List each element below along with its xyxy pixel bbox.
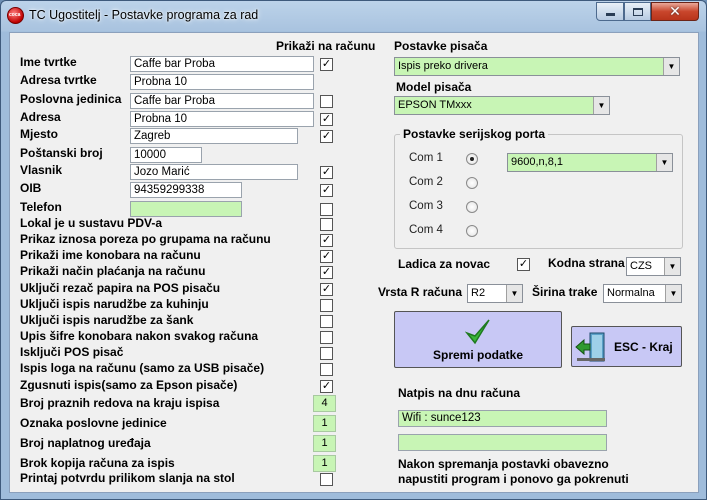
option-checkbox[interactable]: ✓: [321, 266, 332, 278]
serial-port-title: Postavke serijskog porta: [400, 127, 548, 141]
field-label: Vlasnik: [20, 163, 63, 177]
printer-model-select[interactable]: [394, 96, 610, 115]
field-label: Ime tvrtke: [20, 55, 77, 69]
numeric-label: Oznaka poslovne jedinice: [20, 416, 167, 430]
numeric-label: Broj naplatnog uređaja: [20, 436, 151, 450]
field-show-checkbox[interactable]: ✓: [321, 113, 332, 125]
esc-button-label: ESC - Kraj: [614, 339, 673, 354]
field-show-checkbox[interactable]: ✓: [321, 166, 332, 178]
field-input[interactable]: Caffe bar Proba: [130, 93, 314, 109]
option-label: Isključi POS pisač: [20, 345, 124, 359]
field-label: Poslovna jedinica: [20, 92, 122, 106]
esc-exit-button[interactable]: [571, 326, 682, 367]
printer-model-label: Model pisača: [396, 80, 472, 94]
field-input[interactable]: Caffe bar Proba: [130, 56, 314, 72]
numeric-input[interactable]: 1: [313, 435, 336, 452]
exit-door-icon: [574, 330, 608, 364]
field-label: Mjesto: [20, 127, 59, 141]
footer-line-2-input[interactable]: [398, 434, 607, 451]
codepage-value: CZS: [630, 260, 652, 272]
save-button[interactable]: [394, 311, 562, 368]
option-checkbox[interactable]: [320, 299, 333, 312]
com-port-label: Com 1: [409, 152, 443, 164]
field-label: Telefon: [20, 200, 62, 214]
close-button[interactable]: [651, 2, 699, 21]
field-show-checkbox[interactable]: ✓: [321, 58, 332, 70]
codepage-select[interactable]: [626, 257, 681, 276]
print-confirmation-checkbox[interactable]: [320, 473, 333, 486]
com-port-radio[interactable]: [466, 153, 478, 165]
option-checkbox[interactable]: [320, 331, 333, 344]
field-input[interactable]: [130, 201, 242, 217]
field-show-checkbox[interactable]: [320, 95, 333, 108]
chevron-down-icon: ▼: [506, 285, 522, 302]
receipt-type-select[interactable]: [467, 284, 523, 303]
option-checkbox[interactable]: [320, 218, 333, 231]
field-input[interactable]: Zagreb: [130, 128, 298, 144]
app-logo-icon: [7, 7, 24, 24]
numeric-input[interactable]: 1: [313, 455, 336, 472]
minimize-button[interactable]: [596, 2, 624, 21]
com-port-radio[interactable]: [466, 201, 478, 213]
com-port-label: Com 3: [409, 200, 443, 212]
minimize-icon: [606, 13, 615, 16]
maximize-icon: [633, 8, 643, 16]
option-label: Prikaz iznosa poreza po grupama na računu: [20, 232, 271, 246]
option-label: Upis šifre konobara nakon svakog računa: [20, 329, 259, 343]
field-input[interactable]: Probna 10: [130, 111, 314, 127]
chevron-down-icon: ▼: [656, 154, 672, 171]
field-show-checkbox[interactable]: ✓: [321, 130, 332, 142]
print-confirmation-label: Printaj potvrdu prilikom slanja na stol: [20, 471, 235, 485]
option-checkbox[interactable]: [320, 363, 333, 376]
option-label: Lokal je u sustavu PDV-a: [20, 216, 163, 230]
receipt-type-value: R2: [471, 287, 486, 299]
numeric-label: Broj praznih redova na kraju ispisa: [20, 396, 220, 410]
tape-width-select[interactable]: [603, 284, 682, 303]
field-show-checkbox[interactable]: [320, 203, 333, 216]
title-bar[interactable]: [1, 1, 706, 31]
option-checkbox[interactable]: [320, 347, 333, 360]
com-port-radio[interactable]: [466, 177, 478, 189]
receipt-footer-label: Natpis na dnu računa: [398, 386, 521, 400]
restart-note-line-1: Nakon spremanja postavki obavezno: [398, 457, 609, 471]
com-port-label: Com 4: [409, 224, 443, 236]
field-input[interactable]: Jozo Marić: [130, 164, 298, 180]
printer-model-value: EPSON TMxxx: [398, 99, 472, 111]
field-input[interactable]: Probna 10: [130, 74, 314, 90]
chevron-down-icon: ▼: [665, 285, 681, 302]
baud-rate-value: 9600,n,8,1: [511, 156, 563, 168]
option-checkbox[interactable]: ✓: [321, 234, 332, 246]
maximize-button[interactable]: [624, 2, 651, 21]
option-label: Prikaži način plaćanja na računu: [20, 264, 206, 278]
close-icon: ✕: [669, 3, 681, 19]
cash-drawer-checkbox[interactable]: ✓: [518, 258, 529, 270]
receipt-type-label: Vrsta R računa: [378, 285, 463, 299]
field-label: Poštanski broj: [20, 146, 103, 160]
numeric-input[interactable]: 1: [313, 415, 336, 432]
chevron-down-icon: ▼: [663, 58, 679, 75]
printer-settings-select[interactable]: [394, 57, 680, 76]
option-checkbox[interactable]: ✓: [321, 283, 332, 295]
cash-drawer-label: Ladica za novac: [398, 257, 491, 271]
option-checkbox[interactable]: ✓: [321, 250, 332, 262]
numeric-input[interactable]: 4: [313, 395, 336, 412]
tape-width-label: Širina trake: [532, 285, 598, 299]
option-label: Uključi ispis narudžbe za kuhinju: [20, 297, 209, 311]
option-label: Uključi ispis narudžbe za šank: [20, 313, 194, 327]
option-label: Ispis loga na računu (samo za USB pisače): [20, 361, 265, 375]
com-port-radio[interactable]: [466, 225, 478, 237]
footer-line-1-input[interactable]: Wifi : sunce123: [398, 410, 607, 427]
option-label: Uključi rezač papira na POS pisaču: [20, 281, 221, 295]
field-label: OIB: [20, 181, 42, 195]
field-input[interactable]: 94359299338: [130, 182, 242, 198]
app-logo-text: coca: [9, 12, 21, 18]
field-label: Adresa: [20, 110, 61, 124]
field-label: Adresa tvrtke: [20, 73, 97, 87]
option-label: Prikaži ime konobara na računu: [20, 248, 201, 262]
printer-settings-value: Ispis preko drivera: [398, 60, 488, 72]
field-show-checkbox[interactable]: ✓: [321, 184, 332, 196]
field-input[interactable]: 10000: [130, 147, 202, 163]
checkmark-icon: [465, 318, 491, 346]
option-checkbox[interactable]: [320, 315, 333, 328]
chevron-down-icon: ▼: [664, 258, 680, 275]
baud-rate-select[interactable]: [507, 153, 673, 172]
option-checkbox[interactable]: ✓: [321, 380, 332, 392]
restart-note-line-2: napustiti program i ponovo ga pokrenuti: [398, 472, 629, 486]
settings-panel: [9, 32, 699, 493]
codepage-label: Kodna strana: [548, 256, 625, 270]
numeric-label: Brok kopija računa za ispis: [20, 456, 175, 470]
save-button-label: Spremi podatke: [432, 347, 524, 362]
show-on-receipt-header: Prikaži na računu: [276, 39, 376, 53]
com-port-label: Com 2: [409, 176, 443, 188]
chevron-down-icon: ▼: [593, 97, 609, 114]
option-label: Zgusnuti ispis(samo za Epson pisače): [20, 378, 238, 392]
window-title: TC Ugostitelj - Postavke programa za rad: [29, 8, 259, 22]
tape-width-value: Normalna: [607, 287, 655, 299]
printer-settings-label: Postavke pisača: [394, 39, 488, 53]
